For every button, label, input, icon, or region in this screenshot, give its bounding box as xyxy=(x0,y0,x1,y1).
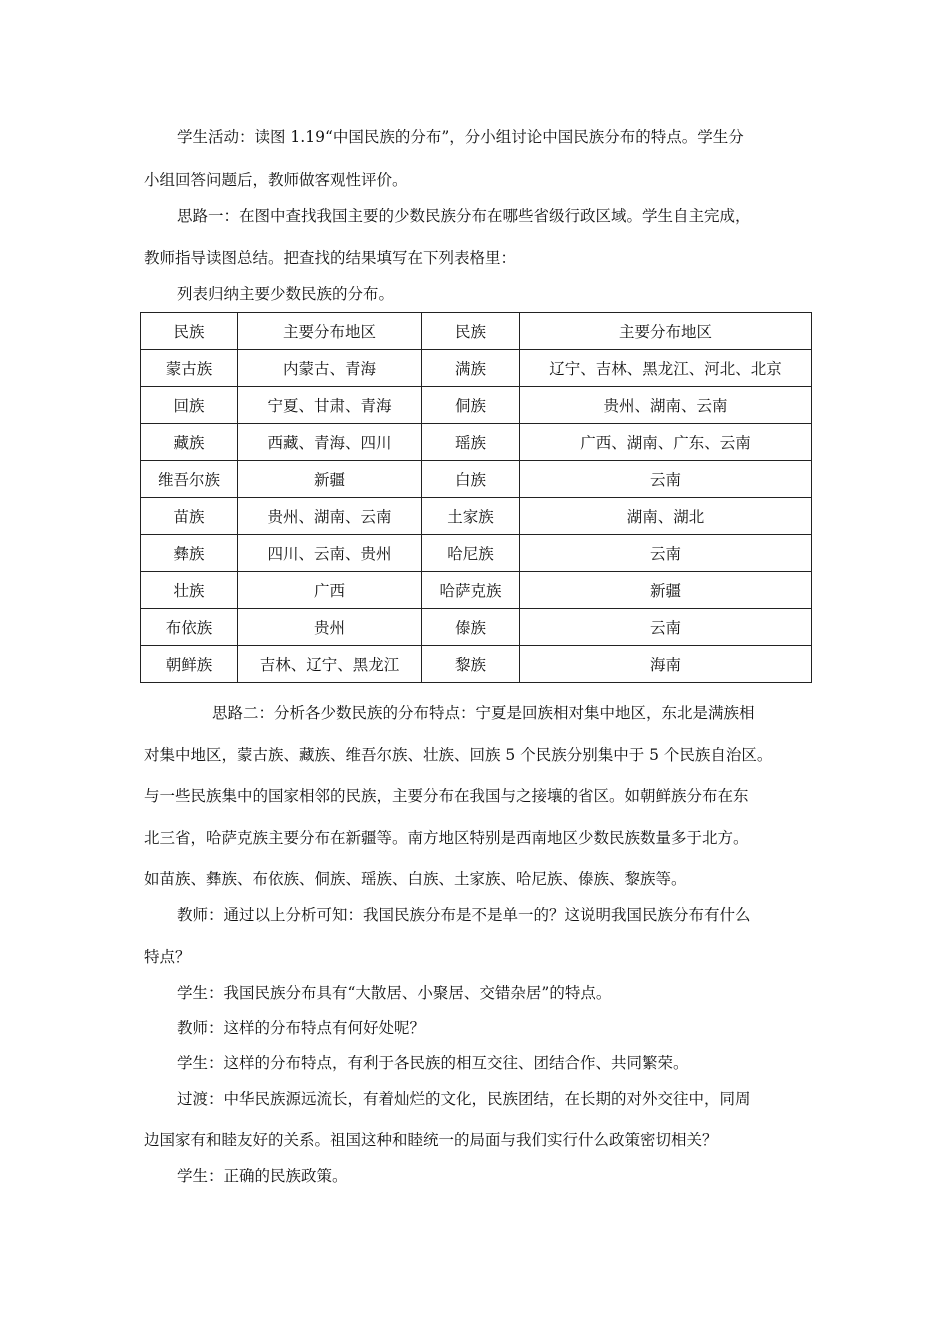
table-row xyxy=(141,461,812,498)
table-cell: 西藏、青海、四川 xyxy=(238,424,422,461)
table-cell: 土家族 xyxy=(422,498,520,535)
table-cell: 云南 xyxy=(520,535,812,572)
table-cell: 维吾尔族 xyxy=(141,461,238,498)
paragraph-line: 过渡：中华民族源远流长，有着灿烂的文化，民族团结，在长期的对外交往中，同周 xyxy=(177,1090,751,1108)
paragraph-line: 学生：这样的分布特点，有利于各民族的相互交往、团结合作、共同繁荣。 xyxy=(177,1054,689,1072)
paragraph-line: 思路二：分析各少数民族的分布特点：宁夏是回族相对集中地区，东北是满族相 xyxy=(212,704,755,722)
table-cell: 满族 xyxy=(422,350,520,387)
table-cell: 广西 xyxy=(238,572,422,609)
table-cell: 湖南、湖北 xyxy=(520,498,812,535)
header-cell: 主要分布地区 xyxy=(238,313,422,350)
table-cell: 贵州、湖南、云南 xyxy=(520,387,812,424)
table-cell: 朝鲜族 xyxy=(141,646,238,683)
paragraph-line: 对集中地区，蒙古族、藏族、维吾尔族、壮族、回族 5 个民族分别集中于 5 个民族自治区。 xyxy=(144,746,773,764)
table-row xyxy=(141,498,812,535)
paragraph-line: 教师：这样的分布特点有何好处呢？ xyxy=(177,1019,426,1037)
table-row xyxy=(141,646,812,683)
table-cell: 贵州 xyxy=(238,609,422,646)
header-cell: 主要分布地区 xyxy=(520,313,812,350)
table-cell: 辽宁、吉林、黑龙江、河北、北京 xyxy=(520,350,812,387)
paragraph-line: 与一些民族集中的国家相邻的民族，主要分布在我国与之接壤的省区。如朝鲜族分布在东 xyxy=(144,787,749,805)
paragraph-line: 如苗族、彝族、布依族、侗族、瑶族、白族、土家族、哈尼族、傣族、黎族等。 xyxy=(144,870,687,888)
paragraph-line: 学生：我国民族分布具有“大散居、小聚居、交错杂居”的特点。 xyxy=(177,984,612,1002)
table-cell: 傣族 xyxy=(422,609,520,646)
paragraph-line: 教师：通过以上分析可知：我国民族分布是不是单一的？这说明我国民族分布有什么 xyxy=(177,906,751,924)
table-row xyxy=(141,535,812,572)
table-cell: 云南 xyxy=(520,461,812,498)
table-cell: 侗族 xyxy=(422,387,520,424)
table-cell: 回族 xyxy=(141,387,238,424)
table-header-row xyxy=(141,313,812,350)
table-cell: 新疆 xyxy=(520,572,812,609)
header-cell: 民族 xyxy=(141,313,238,350)
table-cell: 哈尼族 xyxy=(422,535,520,572)
table-cell: 哈萨克族 xyxy=(422,572,520,609)
table-cell: 吉林、辽宁、黑龙江 xyxy=(238,646,422,683)
table-cell: 布依族 xyxy=(141,609,238,646)
table-cell: 内蒙古、青海 xyxy=(238,350,422,387)
paragraph-line: 列表归纳主要少数民族的分布。 xyxy=(177,285,395,303)
paragraph-line: 思路一：在图中查找我国主要的少数民族分布在哪些省级行政区域。学生自主完成， xyxy=(177,207,751,225)
ethnic-distribution-table xyxy=(140,312,812,683)
paragraph-line: 学生：正确的民族政策。 xyxy=(177,1167,348,1185)
table-cell: 宁夏、甘肃、青海 xyxy=(238,387,422,424)
table-cell: 白族 xyxy=(422,461,520,498)
paragraph-line: 边国家有和睦友好的关系。祖国这种和睦统一的局面与我们实行什么政策密切相关？ xyxy=(144,1131,718,1149)
table-cell: 彝族 xyxy=(141,535,238,572)
table-row xyxy=(141,350,812,387)
header-cell: 民族 xyxy=(422,313,520,350)
paragraph-line: 学生活动：读图 1.19“中国民族的分布”，分小组讨论中国民族分布的特点。学生分 xyxy=(177,128,744,146)
table-cell: 黎族 xyxy=(422,646,520,683)
table-row xyxy=(141,424,812,461)
table-cell: 贵州、湖南、云南 xyxy=(238,498,422,535)
table-cell: 蒙古族 xyxy=(141,350,238,387)
table-cell: 新疆 xyxy=(238,461,422,498)
table-cell: 壮族 xyxy=(141,572,238,609)
table-cell: 海南 xyxy=(520,646,812,683)
table-row xyxy=(141,572,812,609)
paragraph-line: 北三省，哈萨克族主要分布在新疆等。南方地区特别是西南地区少数民族数量多于北方。 xyxy=(144,829,749,847)
table-cell: 藏族 xyxy=(141,424,238,461)
paragraph-line: 特点？ xyxy=(144,948,191,966)
table-cell: 瑶族 xyxy=(422,424,520,461)
table-row xyxy=(141,609,812,646)
table-cell: 四川、云南、贵州 xyxy=(238,535,422,572)
paragraph-line: 小组回答问题后，教师做客观性评价。 xyxy=(144,171,408,189)
table-row xyxy=(141,387,812,424)
table-cell: 广西、湖南、广东、云南 xyxy=(520,424,812,461)
table-cell: 苗族 xyxy=(141,498,238,535)
table-cell: 云南 xyxy=(520,609,812,646)
paragraph-line: 教师指导读图总结。把查找的结果填写在下列表格里： xyxy=(144,249,517,267)
